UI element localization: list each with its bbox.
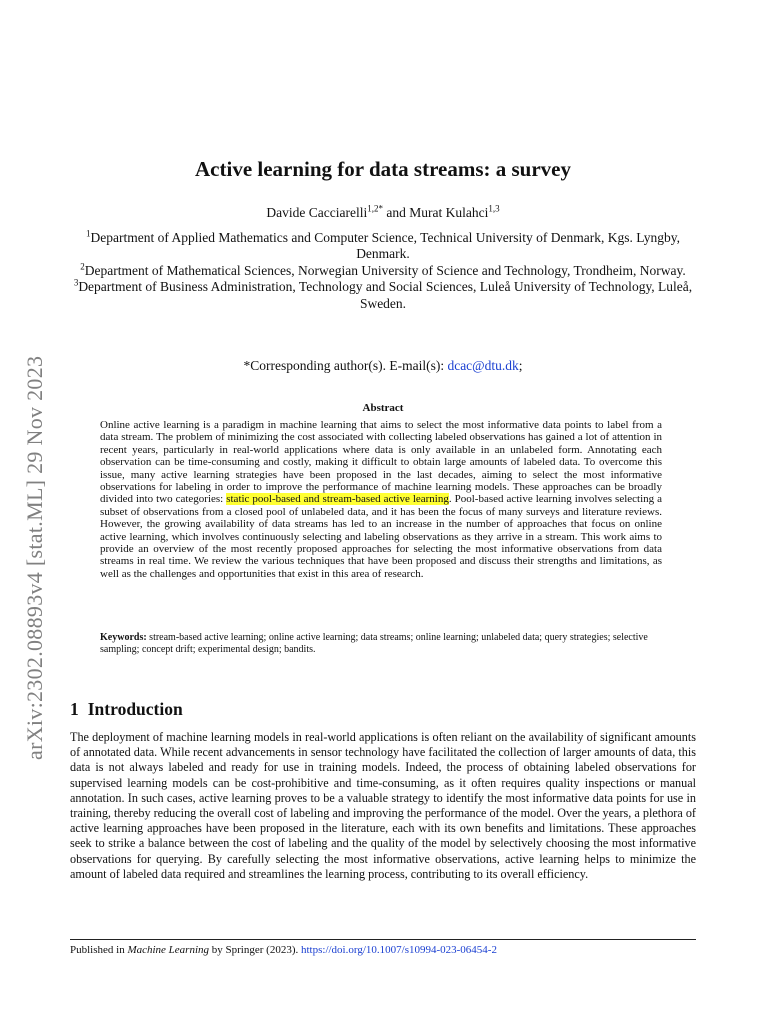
affiliation: [70, 230, 696, 263]
corresponding-author: [70, 358, 696, 374]
keywords: [100, 632, 662, 656]
affiliation: [70, 263, 696, 279]
author-affiliation-marker: 1,3: [488, 203, 500, 214]
section-title: Introduction: [87, 699, 183, 719]
corresponding-suffix: ;: [518, 358, 523, 373]
email-link[interactable]: dcac@dtu.dk: [447, 358, 519, 373]
keywords-text: stream-based active learning; online active learning; data streams; online learning; unlabeled data; query strategies; selective sampling; concept drift; experimental design; bandits.: [100, 632, 648, 655]
publication-footnote: [70, 944, 696, 956]
author-name: Murat Kulahci: [409, 205, 489, 220]
section-heading-introduction: [70, 699, 696, 720]
affiliation-number: 3: [73, 277, 79, 288]
footnote-middle: by Springer (2023).: [209, 944, 301, 956]
affiliation-text: Department of Applied Mathematics and Computer Science, Technical University of Denmark, Kgs. Lyngby, Denmark.: [90, 230, 681, 262]
affiliation: [70, 279, 696, 312]
journal-name: Machine Learning: [127, 944, 210, 956]
corresponding-prefix: *Corresponding author(s). E-mail(s):: [243, 358, 448, 373]
arxiv-identifier-stamp: arXiv:2302.08893v4 [stat.ML] 29 Nov 2023: [22, 355, 47, 760]
doi-link[interactable]: https://doi.org/10.1007/s10994-023-06454-2: [301, 944, 497, 956]
paper-title: Active learning for data streams: a survey: [195, 157, 571, 181]
author-separator: and: [382, 205, 410, 220]
author-line: [70, 205, 696, 221]
abstract-text-part: Online active learning is a paradigm in machine learning that aims to select the most informative data points to label from a data stream. The problem of minimizing the cost associated with collecting labeled observations has gained a lot of attention in recent years, particularly in real-world applications where data is only available in an unlabeled form. Annotating each observation can be time-consuming and costly, making it difficult to obtain large amounts of labeled data. To overcome this issue, many active learning strategies have been proposed in the last decades, aiming to select the most informative observations for labeling in order to improve the performance of machine learning models. These approaches can be broadly divided into two categories:: [100, 419, 662, 506]
footnote-prefix: Published in: [70, 944, 128, 956]
abstract-heading: Abstract: [362, 402, 404, 414]
footnote-divider: [70, 939, 696, 940]
author-name: Davide Cacciarelli: [266, 205, 368, 220]
affiliation-number: 1: [85, 228, 91, 239]
affiliation-number: 2: [80, 261, 85, 272]
introduction-paragraph: The deployment of machine learning models in real-world applications is often reliant on the availability of significant amounts of annotated data. While recent advancements in sensor technology have facilitated the collection of larger amounts of data, this data is not always labeled and ready for use in training models. Indeed, the process of obtaining labeled observations for supervised learning models can be cost-prohibitive and time-consuming, as it often requires quality inspections or manual annotation. In such cases, active learning proves to be a valuable strategy to identify the most informative data points for use in training, thereby reducing the overall cost of labeling and improving the performance of the model. Over the years, a plethora of active learning approaches have been proposed in the literature, each with its own benefits and limitations. These approaches seek to strike a balance between the cost of labeling and the quality of the model by selectively choosing the most informative observations for querying. By carefully selecting the most informative observations, active learning helps to minimize the amount of labeled data required and streamlines the learning process, contributing to its overall efficiency.: [70, 730, 696, 881]
affiliation-text: Department of Mathematical Sciences, Norwegian University of Science and Technology, Trondheim, Norway.: [84, 262, 686, 278]
author-affiliation-marker: 1,2*: [367, 203, 383, 214]
affiliation-list: [70, 230, 696, 312]
abstract-text-part: . Pool-based active learning involves selecting a subset of observations from a closed pool of unlabeled data, and it has been the focus of many surveys and literature reviews. However, the growing availability of data streams has led to an increase in the number of approaches that focus on online active learning, which involves continuously selecting and labeling observations as they arrive in a stream. This work aims to provide an overview of the most recently proposed approaches for selecting the most informative observations from data streams in real time. We review the various techniques that have been proposed and discuss their strengths and limitations, as well as the challenges and opportunities that exist in this area of research.: [100, 493, 663, 580]
affiliation-text: Department of Business Administration, Technology and Social Sciences, Luleå University of Technology, Luleå, Sweden.: [78, 279, 693, 311]
section-number: 1: [70, 699, 79, 719]
highlighted-text: static pool-based and stream-based active learning: [226, 493, 449, 506]
keywords-label: Keywords:: [100, 632, 147, 643]
abstract-text: [100, 419, 662, 580]
